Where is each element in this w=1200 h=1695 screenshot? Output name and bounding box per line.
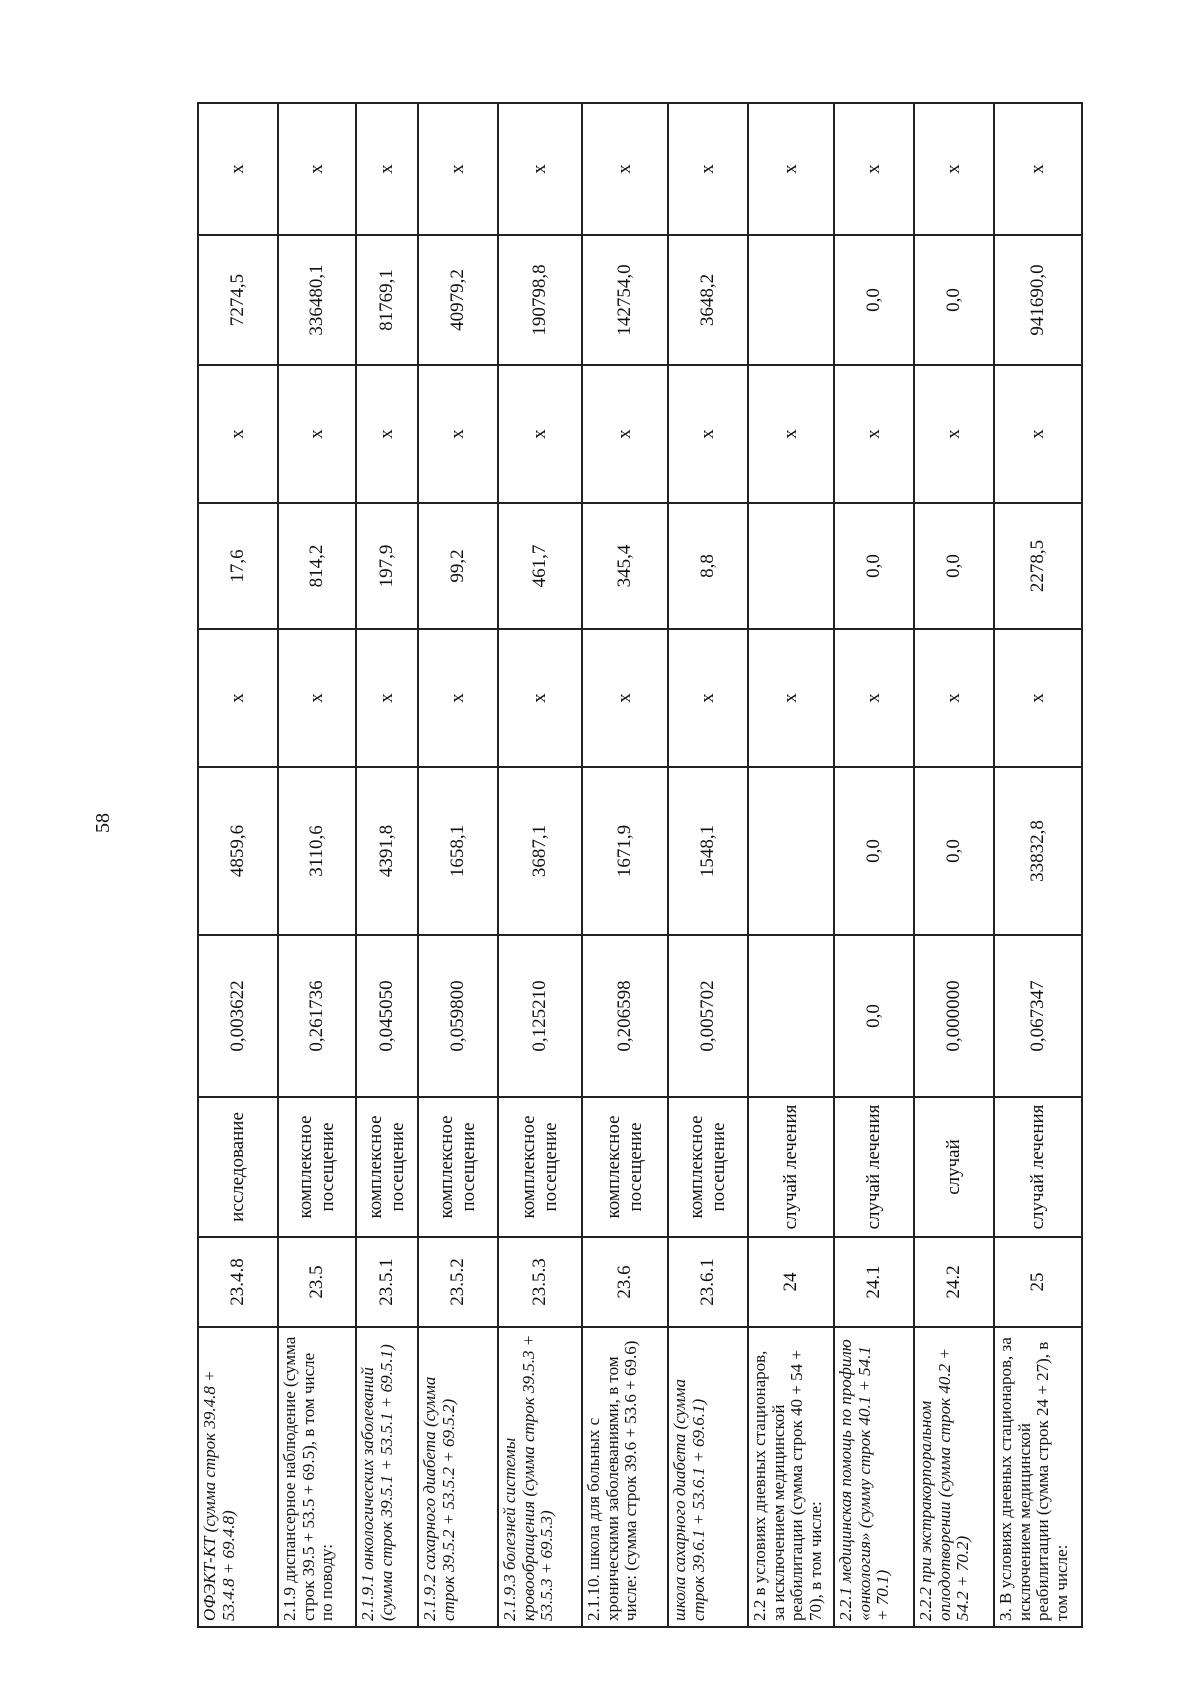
row-code-cell: 23.5.2 <box>418 1237 498 1327</box>
value-cell-4 <box>748 503 834 629</box>
row-code-cell: 24 <box>748 1237 834 1327</box>
row-code-cell: 23.6.1 <box>668 1237 748 1327</box>
row-code-cell: 23.4.8 <box>198 1237 278 1327</box>
value-cell-5: х <box>914 365 994 503</box>
row-code-cell: 24.1 <box>834 1237 914 1327</box>
row-name-cell: 2.2.2 при экстракорпоральном оплодотворении (сумма строк 40.2 + 54.2 + 70.2) <box>914 1327 994 1627</box>
value-cell-7: х <box>278 103 356 235</box>
value-cell-5: х <box>834 365 914 503</box>
page-number: 58 <box>92 813 114 833</box>
value-cell-2: 1671,9 <box>582 767 668 935</box>
value-cell-6: 3648,2 <box>668 235 748 365</box>
value-cell-5: х <box>498 365 582 503</box>
value-cell-3: х <box>994 629 1082 767</box>
row-code-cell: 23.5.1 <box>356 1237 418 1327</box>
row-unit-cell: комплексное посещение <box>418 1097 498 1237</box>
value-cell-1 <box>748 935 834 1097</box>
value-cell-4: 461,7 <box>498 503 582 629</box>
value-cell-1: 0,206598 <box>582 935 668 1097</box>
value-cell-6: 336480,1 <box>278 235 356 365</box>
row-code-cell: 23.5 <box>278 1237 356 1327</box>
row-unit-cell: комплексное посещение <box>356 1097 418 1237</box>
value-cell-1: 0,059800 <box>418 935 498 1097</box>
value-cell-5: х <box>356 365 418 503</box>
value-cell-6: 0,0 <box>834 235 914 365</box>
value-cell-2: 3687,1 <box>498 767 582 935</box>
table-row <box>834 103 914 1627</box>
row-code-cell: 24.2 <box>914 1237 994 1327</box>
value-cell-5: х <box>994 365 1082 503</box>
value-cell-1: 0,000000 <box>914 935 994 1097</box>
value-cell-3: х <box>668 629 748 767</box>
value-cell-7: х <box>914 103 994 235</box>
value-cell-3: х <box>498 629 582 767</box>
value-cell-1: 0,067347 <box>994 935 1082 1097</box>
value-cell-6: 7274,5 <box>198 235 278 365</box>
value-cell-2: 4391,8 <box>356 767 418 935</box>
value-cell-4: 0,0 <box>914 503 994 629</box>
row-code-cell: 23.5.3 <box>498 1237 582 1327</box>
value-cell-5: х <box>582 365 668 503</box>
row-unit-cell: случай лечения <box>834 1097 914 1237</box>
value-cell-7: х <box>994 103 1082 235</box>
value-cell-1: 0,005702 <box>668 935 748 1097</box>
value-cell-2: 0,0 <box>834 767 914 935</box>
row-unit-cell: комплексное посещение <box>582 1097 668 1237</box>
table-row <box>748 103 834 1627</box>
row-unit-cell: комплексное посещение <box>498 1097 582 1237</box>
value-cell-3: х <box>914 629 994 767</box>
row-unit-cell: комплексное посещение <box>278 1097 356 1237</box>
value-cell-1: 0,003622 <box>198 935 278 1097</box>
row-name-cell: 2.1.10. школа для больных с хроническими заболеваниями, в том числе: (сумма строк 39.6 + 53.6 + 69.6) <box>582 1327 668 1627</box>
value-cell-5: х <box>418 365 498 503</box>
value-cell-1: 0,125210 <box>498 935 582 1097</box>
value-cell-3: х <box>418 629 498 767</box>
rotated-table-container <box>197 104 1082 1628</box>
value-cell-6: 81769,1 <box>356 235 418 365</box>
value-cell-4: 2278,5 <box>994 503 1082 629</box>
table-row <box>418 103 498 1627</box>
value-cell-6: 142754,0 <box>582 235 668 365</box>
value-cell-4: 345,4 <box>582 503 668 629</box>
row-name-cell: школа сахарного диабета (сумма строк 39.6.1 + 53.6.1 + 69.6.1) <box>668 1327 748 1627</box>
value-cell-6: 40979,2 <box>418 235 498 365</box>
value-cell-7: х <box>834 103 914 235</box>
value-cell-7: х <box>418 103 498 235</box>
value-cell-5: х <box>668 365 748 503</box>
value-cell-2: 33832,8 <box>994 767 1082 935</box>
value-cell-3: х <box>278 629 356 767</box>
row-code-cell: 25 <box>994 1237 1082 1327</box>
table-row <box>668 103 748 1627</box>
value-cell-3: х <box>748 629 834 767</box>
value-cell-2: 1548,1 <box>668 767 748 935</box>
table-row <box>198 103 278 1627</box>
value-cell-6: 0,0 <box>914 235 994 365</box>
row-code-cell: 23.6 <box>582 1237 668 1327</box>
row-name-cell: 2.1.9.3 болезней системы кровообращения (сумма строк 39.5.3 + 53.5.3 + 69.5.3) <box>498 1327 582 1627</box>
table-row <box>994 103 1082 1627</box>
value-cell-1: 0,261736 <box>278 935 356 1097</box>
row-unit-cell: случай <box>914 1097 994 1237</box>
value-cell-7: х <box>498 103 582 235</box>
value-cell-7: х <box>668 103 748 235</box>
row-name-cell: 2.2 в условиях дневных стационаров, за исключением медицинской реабилитации (сумма строк 40 + 54 + 70), в том числе: <box>748 1327 834 1627</box>
row-unit-cell: комплексное посещение <box>668 1097 748 1237</box>
value-cell-3: х <box>198 629 278 767</box>
value-cell-5: х <box>198 365 278 503</box>
value-cell-2: 0,0 <box>914 767 994 935</box>
value-cell-4: 99,2 <box>418 503 498 629</box>
value-cell-3: х <box>834 629 914 767</box>
value-cell-3: х <box>582 629 668 767</box>
row-name-cell: 3. В условиях дневных стационаров, за исключением медицинской реабилитации (сумма строк 24 + 27), в том числе: <box>994 1327 1082 1627</box>
value-cell-4: 17,6 <box>198 503 278 629</box>
value-cell-7: х <box>582 103 668 235</box>
table-body <box>198 103 1082 1627</box>
row-unit-cell: случай лечения <box>994 1097 1082 1237</box>
table-row <box>914 103 994 1627</box>
value-cell-6: 190798,8 <box>498 235 582 365</box>
value-cell-1: 0,0 <box>834 935 914 1097</box>
row-unit-cell: исследование <box>198 1097 278 1237</box>
value-cell-2 <box>748 767 834 935</box>
value-cell-7: х <box>748 103 834 235</box>
value-cell-3: х <box>356 629 418 767</box>
value-cell-2: 4859,6 <box>198 767 278 935</box>
value-cell-4: 8,8 <box>668 503 748 629</box>
data-table <box>197 102 1083 1628</box>
value-cell-4: 0,0 <box>834 503 914 629</box>
value-cell-4: 197,9 <box>356 503 418 629</box>
value-cell-7: х <box>198 103 278 235</box>
row-name-cell: ОФЭКТ-КТ (сумма строк 39.4.8 + 53.4.8 + 69.4.8) <box>198 1327 278 1627</box>
table-row <box>498 103 582 1627</box>
value-cell-6 <box>748 235 834 365</box>
row-unit-cell: случай лечения <box>748 1097 834 1237</box>
row-name-cell: 2.2.1 медицинская помощь по профилю «онкология» (сумму строк 40.1 + 54.1 + 70.1) <box>834 1327 914 1627</box>
value-cell-6: 941690,0 <box>994 235 1082 365</box>
row-name-cell: 2.1.9.1 онкологических заболеваний (сумма строк 39.5.1 + 53.5.1 + 69.5.1) <box>356 1327 418 1627</box>
table-row <box>356 103 418 1627</box>
row-name-cell: 2.1.9.2 сахарного диабета (сумма строк 39.5.2 + 53.5.2 + 69.5.2) <box>418 1327 498 1627</box>
table-row <box>582 103 668 1627</box>
value-cell-1: 0,045050 <box>356 935 418 1097</box>
value-cell-5: х <box>748 365 834 503</box>
value-cell-2: 3110,6 <box>278 767 356 935</box>
value-cell-2: 1658,1 <box>418 767 498 935</box>
value-cell-5: х <box>278 365 356 503</box>
value-cell-7: х <box>356 103 418 235</box>
row-name-cell: 2.1.9 диспансерное наблюдение (сумма строк 39.5 + 53.5 + 69.5), в том числе по поводу: <box>278 1327 356 1627</box>
value-cell-4: 814,2 <box>278 503 356 629</box>
table-row <box>278 103 356 1627</box>
